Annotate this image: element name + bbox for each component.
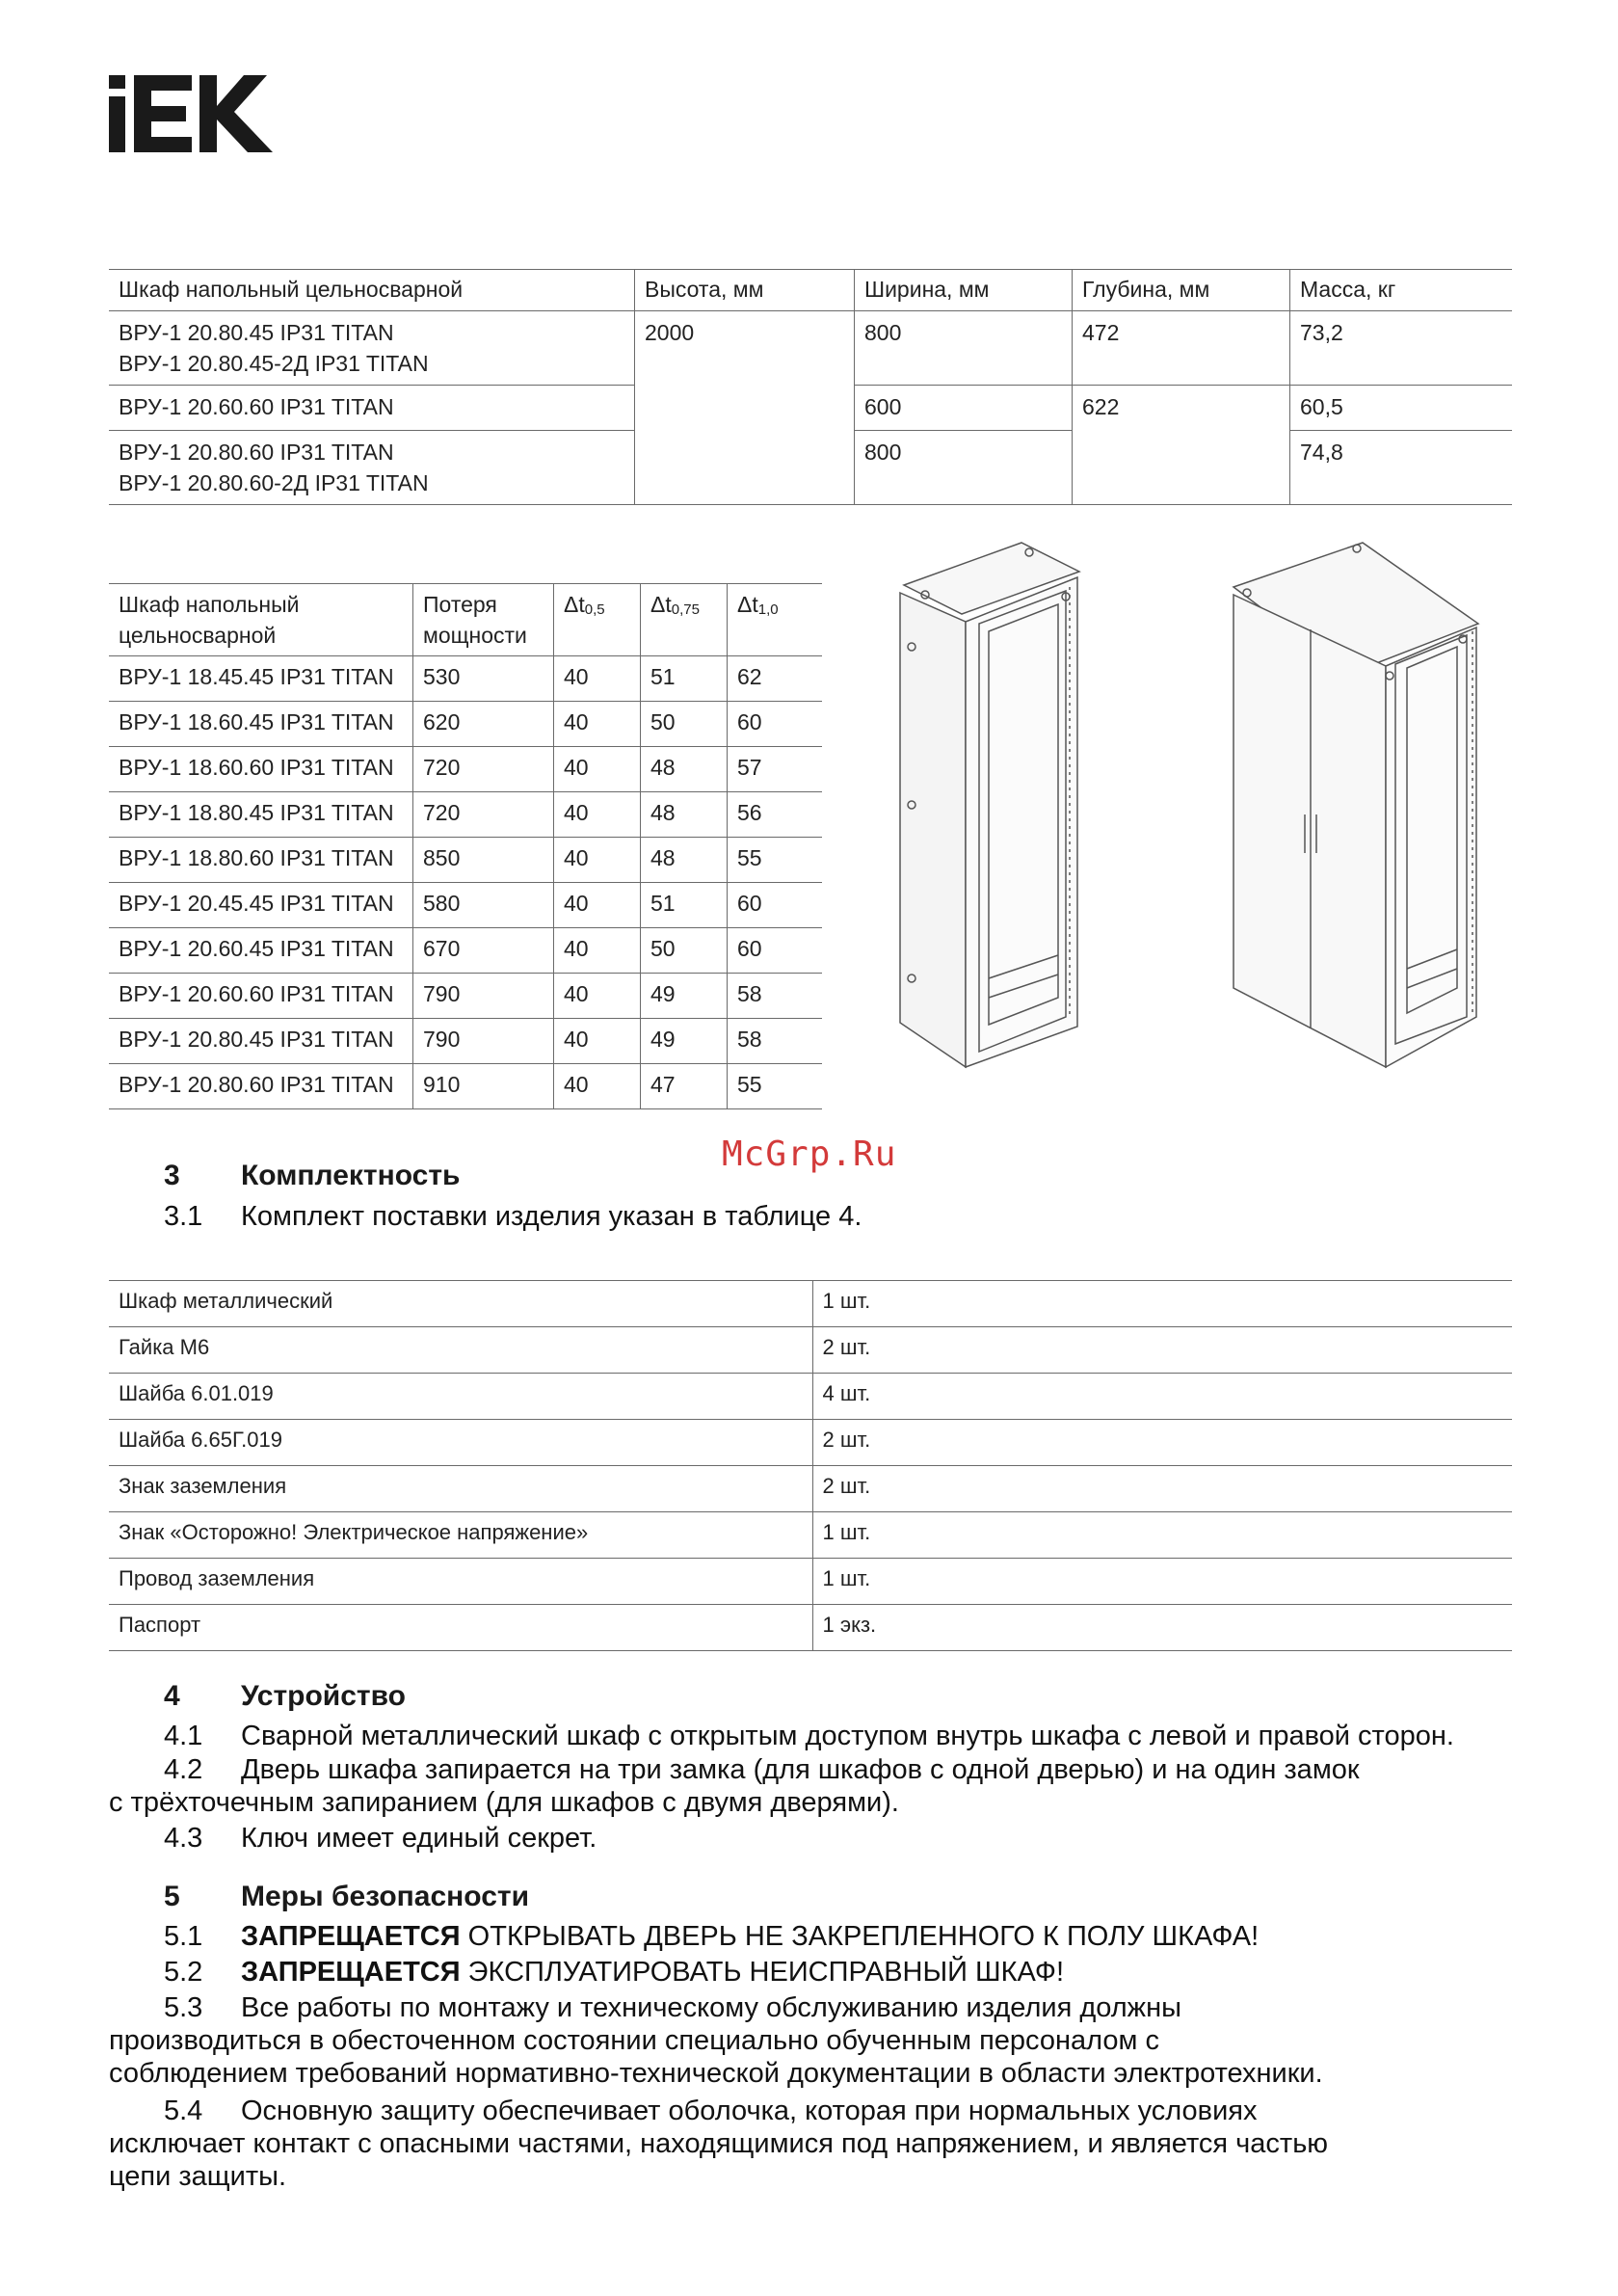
name-cell: ВРУ-1 18.45.45 IP31 TITAN — [109, 656, 413, 702]
value-cell: 57 — [728, 747, 823, 792]
table-row — [109, 747, 822, 792]
value-cell: 40 — [554, 838, 641, 883]
table-row — [109, 1064, 822, 1109]
paragraph-4-2 — [164, 1753, 1360, 1787]
name-cell: ВРУ-1 20.80.45 IP31 TITAN — [109, 1019, 413, 1064]
delta-sub: 0,5 — [584, 601, 605, 618]
header-cell: Ширина, мм — [855, 270, 1073, 311]
value-cell: 56 — [728, 792, 823, 838]
delta-symbol: Δt — [650, 592, 672, 617]
single-door-cabinet-drawing — [887, 535, 1084, 1075]
paragraph-4-2-cont: с трёхточечным запиранием (для шкафов с двумя дверями). — [109, 1787, 899, 1818]
table-row — [109, 792, 822, 838]
value-cell: 60 — [728, 883, 823, 928]
value-cell: 580 — [413, 883, 554, 928]
paragraph-number: 5.1 — [164, 1921, 203, 1952]
value-cell: 58 — [728, 1019, 823, 1064]
value-cell: 62 — [728, 656, 823, 702]
table-row — [109, 883, 822, 928]
table-row — [109, 1281, 1512, 1327]
paragraph-3-1 — [164, 1200, 862, 1234]
name-cell: ВРУ-1 20.60.45 IP31 TITAN — [109, 928, 413, 974]
delta-symbol: Δt — [737, 592, 758, 617]
value-cell: 40 — [554, 656, 641, 702]
value-cell: 910 — [413, 1064, 554, 1109]
quantity-cell: 2 шт. — [812, 1327, 1512, 1374]
name-cell: ВРУ-1 20.45.45 IP31 TITAN — [109, 883, 413, 928]
table-header-row — [109, 270, 1512, 311]
item-cell: Провод заземления — [109, 1559, 812, 1605]
paragraph-text: Основную защиту обеспечивает оболочка, которая при нормальных условиях — [241, 2096, 1258, 2126]
item-cell: Паспорт — [109, 1605, 812, 1651]
value-cell: 48 — [641, 792, 728, 838]
value-cell: 40 — [554, 928, 641, 974]
section-number: 3 — [164, 1160, 180, 1191]
value-cell: 720 — [413, 747, 554, 792]
value-cell: 58 — [728, 974, 823, 1019]
quantity-cell: 1 шт. — [812, 1512, 1512, 1559]
value-cell: 60 — [728, 928, 823, 974]
dimensions-table — [109, 269, 1512, 505]
value-cell: 40 — [554, 1019, 641, 1064]
quantity-cell: 1 шт. — [812, 1281, 1512, 1327]
value-cell: 530 — [413, 656, 554, 702]
iek-logo — [109, 75, 279, 152]
warning-keyword: ЗАПРЕЩАЕТСЯ — [241, 1957, 461, 1988]
header-line: Потеря — [423, 592, 497, 617]
header-cell: Глубина, мм — [1073, 270, 1290, 311]
paragraph-5-4-cont: исключает контакт с опасными частями, находящимися под напряжением, и является частью — [109, 2128, 1329, 2159]
value-cell: 60 — [728, 702, 823, 747]
delta-symbol: Δt — [564, 592, 585, 617]
name-cell: ВРУ-1 20.60.60 IP31 TITAN — [109, 974, 413, 1019]
paragraph-5-3-cont: соблюдением требований нормативно-технической документации в области электротехники. — [109, 2058, 1323, 2089]
depth-cell: 472 — [1073, 311, 1290, 386]
paragraph-4-1 — [164, 1720, 1454, 1753]
paragraph-text: ОТКРЫВАТЬ ДВЕРЬ НЕ ЗАКРЕПЛЕННОГО К ПОЛУ ШКАФА! — [460, 1921, 1260, 1952]
paragraph-5-4 — [164, 2095, 1258, 2128]
power-loss-table — [109, 583, 822, 1109]
paragraph-text: Ключ имеет единый секрет. — [241, 1823, 597, 1854]
paragraph-text: Сварной металлический шкаф с открытым доступом внутрь шкафа с левой и правой сторон. — [241, 1721, 1454, 1751]
table-body — [109, 1281, 1512, 1651]
paragraph-text: Комплект поставки изделия указан в таблице 4. — [241, 1201, 862, 1232]
paragraph-number: 5.2 — [164, 1957, 203, 1988]
delta-sub: 0,75 — [671, 601, 700, 618]
table-row — [109, 702, 822, 747]
mass-cell: 60,5 — [1290, 386, 1513, 431]
paragraph-text: Все работы по монтажу и техническому обслуживанию изделия должны — [241, 1992, 1181, 2023]
value-cell: 40 — [554, 974, 641, 1019]
value-cell: 55 — [728, 1064, 823, 1109]
name-line: ВРУ-1 20.80.45 IP31 TITAN — [119, 320, 394, 345]
header-cell — [413, 584, 554, 656]
paragraph-5-3 — [164, 1991, 1181, 2025]
name-cell — [109, 431, 635, 505]
value-cell: 48 — [641, 838, 728, 883]
double-door-cabinet-drawing — [1224, 535, 1484, 1075]
section-number: 5 — [164, 1881, 180, 1912]
paragraph-text: ЭКСПЛУАТИРОВАТЬ НЕИСПРАВНЫЙ ШКАФ! — [460, 1957, 1065, 1988]
value-cell: 850 — [413, 838, 554, 883]
name-line: ВРУ-1 20.80.60 IP31 TITAN — [119, 440, 394, 465]
section-title: Устройство — [241, 1680, 406, 1712]
value-cell: 48 — [641, 747, 728, 792]
paragraph-5-3-cont: производиться в обесточенном состоянии специально обученным персоналом с — [109, 2025, 1159, 2056]
table-row — [109, 838, 822, 883]
depth-cell: 622 — [1073, 386, 1290, 505]
table-row — [109, 1420, 1512, 1466]
mass-cell: 73,2 — [1290, 311, 1513, 386]
name-cell: ВРУ-1 20.80.60 IP31 TITAN — [109, 1064, 413, 1109]
value-cell: 49 — [641, 1019, 728, 1064]
value-cell: 40 — [554, 702, 641, 747]
value-cell: 47 — [641, 1064, 728, 1109]
table-row — [109, 928, 822, 974]
name-cell: ВРУ-1 20.60.60 IP31 TITAN — [109, 386, 635, 431]
item-cell: Шайба 6.01.019 — [109, 1374, 812, 1420]
table-row — [109, 1605, 1512, 1651]
name-cell — [109, 311, 635, 386]
value-cell: 40 — [554, 1064, 641, 1109]
width-cell: 800 — [855, 431, 1073, 505]
header-line: мощности — [423, 623, 527, 648]
mass-cell: 74,8 — [1290, 431, 1513, 505]
value-cell: 720 — [413, 792, 554, 838]
name-cell: ВРУ-1 18.60.60 IP31 TITAN — [109, 747, 413, 792]
paragraph-number: 4.2 — [164, 1754, 203, 1785]
value-cell: 40 — [554, 883, 641, 928]
delta-sub: 1,0 — [757, 601, 779, 618]
paragraph-5-4-cont: цепи защиты. — [109, 2161, 287, 2192]
quantity-cell: 1 экз. — [812, 1605, 1512, 1651]
value-cell: 790 — [413, 974, 554, 1019]
value-cell: 49 — [641, 974, 728, 1019]
item-cell: Шайба 6.65Г.019 — [109, 1420, 812, 1466]
section-3-heading — [164, 1160, 460, 1192]
table-row — [109, 1512, 1512, 1559]
table-row — [109, 1466, 1512, 1512]
value-cell: 790 — [413, 1019, 554, 1064]
item-cell: Знак «Осторожно! Электрическое напряжение» — [109, 1512, 812, 1559]
value-cell: 670 — [413, 928, 554, 974]
table-row — [109, 656, 822, 702]
paragraph-number: 5.4 — [164, 2096, 203, 2126]
table-row — [109, 1019, 822, 1064]
section-5-heading — [164, 1881, 529, 1913]
header-cell: Шкаф напольный цельносварной — [109, 270, 635, 311]
height-cell: 2000 — [635, 311, 855, 505]
delivery-set-table — [109, 1280, 1512, 1651]
paragraph-5-2 — [164, 1956, 1064, 1989]
table-body — [109, 656, 822, 1109]
quantity-cell: 2 шт. — [812, 1420, 1512, 1466]
paragraph-text: Дверь шкафа запирается на три замка (для шкафов с одной дверью) и на один замок — [241, 1754, 1360, 1785]
quantity-cell: 4 шт. — [812, 1374, 1512, 1420]
header-cell — [554, 584, 641, 656]
width-cell: 600 — [855, 386, 1073, 431]
value-cell: 40 — [554, 792, 641, 838]
value-cell: 50 — [641, 702, 728, 747]
header-cell — [109, 584, 413, 656]
paragraph-number: 5.3 — [164, 1992, 203, 2023]
item-cell: Гайка М6 — [109, 1327, 812, 1374]
table-row — [109, 1559, 1512, 1605]
paragraph-number: 3.1 — [164, 1201, 203, 1232]
value-cell: 40 — [554, 747, 641, 792]
table-row — [109, 974, 822, 1019]
quantity-cell: 1 шт. — [812, 1559, 1512, 1605]
item-cell: Знак заземления — [109, 1466, 812, 1512]
table-row — [109, 1374, 1512, 1420]
name-line: ВРУ-1 20.80.45-2Д IP31 TITAN — [119, 351, 429, 376]
header-cell: Масса, кг — [1290, 270, 1513, 311]
value-cell: 50 — [641, 928, 728, 974]
name-cell: ВРУ-1 18.60.45 IP31 TITAN — [109, 702, 413, 747]
table-header-row — [109, 584, 822, 656]
item-cell: Шкаф металлический — [109, 1281, 812, 1327]
value-cell: 51 — [641, 883, 728, 928]
name-line: ВРУ-1 20.80.60-2Д IP31 TITAN — [119, 470, 429, 495]
table-row — [109, 311, 1512, 386]
watermark: McGrp.Ru — [722, 1135, 897, 1174]
section-title: Меры безопасности — [241, 1881, 530, 1912]
value-cell: 620 — [413, 702, 554, 747]
paragraph-number: 4.3 — [164, 1823, 203, 1854]
name-cell: ВРУ-1 18.80.60 IP31 TITAN — [109, 838, 413, 883]
warning-keyword: ЗАПРЕЩАЕТСЯ — [241, 1921, 461, 1952]
header-cell — [641, 584, 728, 656]
section-number: 4 — [164, 1680, 180, 1712]
width-cell: 800 — [855, 311, 1073, 386]
table-row — [109, 1327, 1512, 1374]
value-cell: 51 — [641, 656, 728, 702]
header-line: Шкаф напольный — [119, 592, 300, 617]
header-cell: Высота, мм — [635, 270, 855, 311]
name-cell: ВРУ-1 18.80.45 IP31 TITAN — [109, 792, 413, 838]
section-4-heading — [164, 1680, 406, 1713]
value-cell: 55 — [728, 838, 823, 883]
header-cell — [728, 584, 823, 656]
paragraph-4-3 — [164, 1822, 597, 1855]
section-title: Комплектность — [241, 1160, 461, 1191]
paragraph-number: 4.1 — [164, 1721, 203, 1751]
paragraph-5-1 — [164, 1920, 1259, 1954]
quantity-cell: 2 шт. — [812, 1466, 1512, 1512]
header-line: цельносварной — [119, 623, 277, 648]
